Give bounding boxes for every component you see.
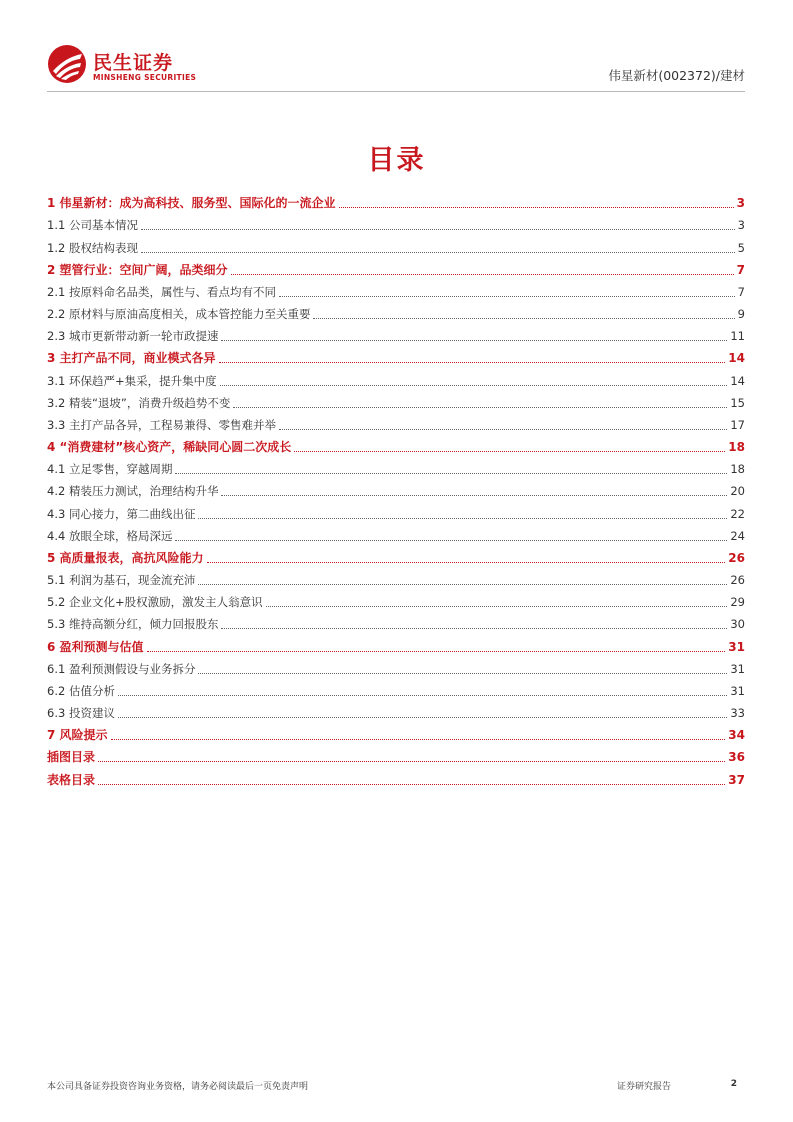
toc-entry-page: 22	[730, 506, 745, 521]
toc-entry-section[interactable]	[47, 279, 745, 301]
toc-entry-label: 4 “消费建材”核心资产，稀缺同心圆二次成长	[47, 440, 292, 455]
toc-entry-page: 7	[737, 284, 745, 299]
footer-page-number: 2	[730, 1079, 737, 1089]
toc-entry-chapter[interactable]	[47, 722, 745, 744]
toc-entry-page: 3	[737, 218, 745, 233]
toc-entry-label: 4.1 立足零售，穿越周期	[47, 462, 173, 477]
toc-entry-section[interactable]	[47, 234, 745, 256]
toc-entry-page: 37	[728, 772, 745, 787]
toc-dot-leader	[198, 518, 727, 519]
toc-entry-label: 3.3 主打产品各异，工程易兼得、零售难并举	[47, 417, 276, 432]
toc-entry-section[interactable]	[47, 700, 745, 722]
footer-report-type: 证券研究报告	[617, 1082, 672, 1092]
toc-entry-label: 2 塑管行业：空间广阔，品类细分	[47, 262, 228, 277]
toc-entry-label: 5 高质量报表，高抗风险能力	[47, 550, 204, 565]
toc-dot-leader	[141, 252, 735, 253]
toc-entry-chapter[interactable]	[47, 766, 745, 788]
page-header	[47, 44, 745, 92]
toc-dot-leader	[147, 651, 726, 652]
report-subject: 伟星新材(002372)/建材	[608, 68, 745, 83]
toc-entry-label: 3.2 精装“退坡”，消费升级趋势不变	[47, 395, 231, 410]
toc-entry-section[interactable]	[47, 390, 745, 412]
toc-entry-page: 26	[728, 550, 745, 565]
toc-dot-leader	[233, 407, 727, 408]
toc-entry-section[interactable]	[47, 500, 745, 522]
table-of-contents	[47, 190, 745, 789]
toc-entry-label: 1.2 股权结构表现	[47, 240, 138, 255]
toc-entry-chapter[interactable]	[47, 190, 745, 212]
footer-disclaimer: 本公司具备证券投资咨询业务资格，请务必阅读最后一页免责声明	[47, 1082, 309, 1092]
toc-entry-page: 5	[737, 240, 745, 255]
brand-name-en: MINSHENG SECURITIES	[93, 73, 197, 82]
toc-entry-section[interactable]	[47, 412, 745, 434]
toc-entry-page: 30	[730, 617, 745, 632]
brand-name-cn: 民生证券	[93, 52, 174, 74]
toc-dot-leader	[207, 562, 726, 563]
toc-entry-page: 34	[728, 728, 745, 743]
toc-entry-label: 表格目录	[47, 772, 96, 787]
toc-entry-section[interactable]	[47, 478, 745, 500]
toc-entry-label: 5.1 利润为基石，现金流充沛	[47, 573, 196, 588]
toc-dot-leader	[279, 296, 735, 297]
toc-entry-page: 31	[728, 639, 745, 654]
toc-dot-leader	[198, 584, 727, 585]
toc-entry-section[interactable]	[47, 323, 745, 345]
toc-dot-leader	[313, 318, 734, 319]
toc-dot-leader	[118, 695, 727, 696]
toc-dot-leader	[98, 784, 725, 785]
toc-dot-leader	[279, 429, 727, 430]
toc-entry-section[interactable]	[47, 212, 745, 234]
toc-entry-page: 33	[730, 706, 745, 721]
toc-dot-leader	[221, 495, 727, 496]
toc-entry-page: 26	[730, 573, 745, 588]
toc-entry-label: 5.2 企业文化+股权激励，激发主人翁意识	[47, 595, 263, 610]
toc-entry-label: 2.2 原材料与原油高度相关，成本管控能力至关重要	[47, 307, 311, 322]
toc-entry-label: 4.3 同心接力，第二曲线出征	[47, 506, 196, 521]
toc-entry-section[interactable]	[47, 611, 745, 633]
toc-entry-page: 18	[730, 462, 745, 477]
toc-entry-label: 6.2 估值分析	[47, 683, 115, 698]
toc-dot-leader	[339, 207, 734, 208]
toc-entry-page: 15	[730, 395, 745, 410]
header-divider	[47, 91, 745, 92]
toc-entry-page: 7	[736, 262, 745, 277]
toc-dot-leader	[231, 274, 734, 275]
minsheng-logo-icon	[47, 44, 87, 84]
toc-entry-section[interactable]	[47, 678, 745, 700]
toc-entry-page: 31	[730, 661, 745, 676]
toc-entry-chapter[interactable]	[47, 257, 745, 279]
toc-entry-chapter[interactable]	[47, 633, 745, 655]
toc-entry-page: 20	[730, 484, 745, 499]
toc-dot-leader	[111, 739, 726, 740]
page-footer	[47, 1079, 745, 1095]
toc-entry-page: 3	[736, 196, 745, 211]
toc-dot-leader	[220, 385, 728, 386]
toc-entry-page: 17	[730, 417, 745, 432]
toc-entry-page: 24	[730, 528, 745, 543]
toc-entry-page: 36	[728, 750, 745, 765]
toc-entry-label: 2.3 城市更新带动新一轮市政提速	[47, 329, 219, 344]
toc-entry-chapter[interactable]	[47, 545, 745, 567]
toc-entry-section[interactable]	[47, 301, 745, 323]
toc-dot-leader	[141, 229, 735, 230]
toc-entry-label: 5.3 维持高额分红，倾力回报股东	[47, 617, 219, 632]
toc-entry-label: 4.4 放眼全球，格局深远	[47, 528, 173, 543]
toc-entry-label: 1.1 公司基本情况	[47, 218, 138, 233]
toc-dot-leader	[221, 628, 727, 629]
toc-entry-label: 2.1 按原料命名品类，属性与、看点均有不同	[47, 284, 276, 299]
toc-dot-leader	[294, 451, 725, 452]
toc-dot-leader	[219, 362, 726, 363]
toc-entry-page: 18	[728, 440, 745, 455]
toc-entry-label: 3.1 环保趋严+集采，提升集中度	[47, 373, 217, 388]
toc-entry-section[interactable]	[47, 523, 745, 545]
toc-entry-label: 6.1 盈利预测假设与业务拆分	[47, 661, 196, 676]
toc-dot-leader	[221, 340, 727, 341]
toc-entry-section[interactable]	[47, 456, 745, 478]
toc-entry-section[interactable]	[47, 567, 745, 589]
toc-entry-section[interactable]	[47, 367, 745, 389]
toc-entry-page: 31	[730, 683, 745, 698]
toc-entry-label: 1 伟星新材：成为高科技、服务型、国际化的一流企业	[47, 196, 336, 211]
toc-entry-page: 14	[728, 351, 745, 366]
toc-entry-section[interactable]	[47, 589, 745, 611]
toc-dot-leader	[266, 606, 728, 607]
toc-entry-label: 6 盈利预测与估值	[47, 639, 144, 654]
toc-dot-leader	[98, 761, 725, 762]
toc-entry-label: 7 风险提示	[47, 728, 108, 743]
toc-entry-chapter[interactable]	[47, 434, 745, 456]
toc-entry-section[interactable]	[47, 656, 745, 678]
toc-dot-leader	[175, 540, 727, 541]
toc-dot-leader	[118, 717, 727, 718]
toc-dot-leader	[198, 673, 727, 674]
toc-dot-leader	[175, 473, 727, 474]
toc-entry-chapter[interactable]	[47, 744, 745, 766]
page-title: 目录	[367, 145, 426, 176]
toc-entry-page: 14	[730, 373, 745, 388]
toc-entry-label: 插图目录	[47, 750, 96, 765]
toc-entry-page: 11	[730, 329, 745, 344]
toc-entry-label: 4.2 精装压力测试，治理结构升华	[47, 484, 219, 499]
toc-entry-page: 29	[730, 595, 745, 610]
toc-entry-chapter[interactable]	[47, 345, 745, 367]
toc-entry-page: 9	[737, 307, 745, 322]
toc-entry-label: 3 主打产品不同，商业模式各异	[47, 351, 216, 366]
toc-entry-label: 6.3 投资建议	[47, 706, 115, 721]
